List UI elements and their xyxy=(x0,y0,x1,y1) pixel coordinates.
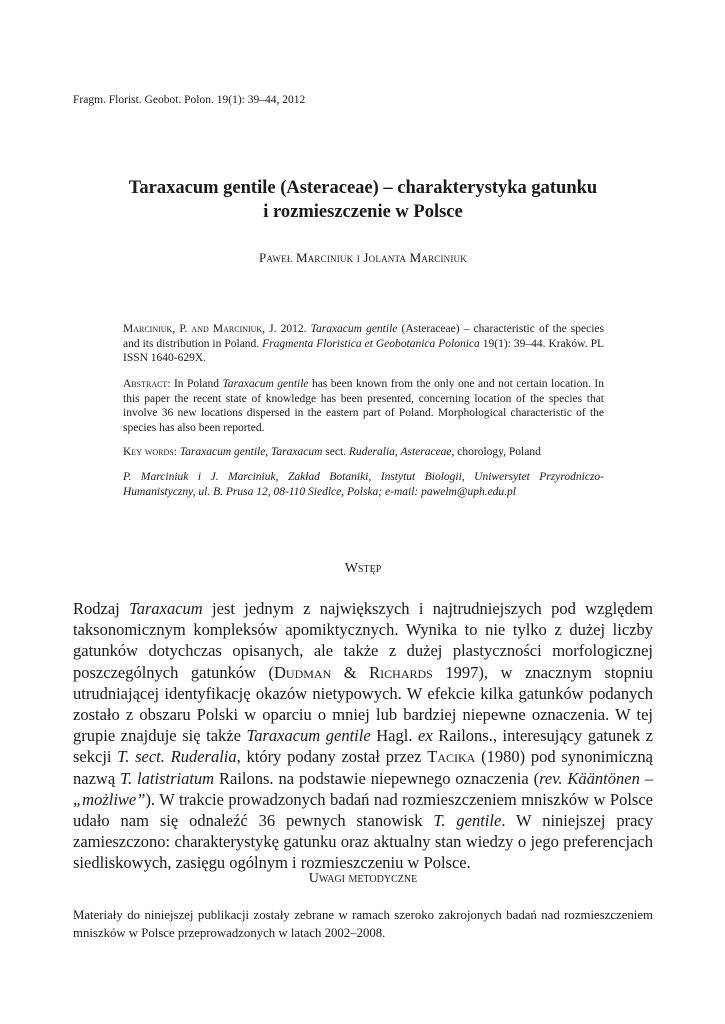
intro-text-q: ). W trakcie prowadzonych badań nad rozmieszczeniem mniszków w Polsce udało nam się odnaleźć 36 pewnych stanowisk xyxy=(73,789,653,831)
intro-ref-dudman: Dudman & Richards xyxy=(274,662,433,682)
intro-text-g: Hagl. xyxy=(370,726,419,746)
intro-italic-r: T. gentile xyxy=(433,811,502,831)
citation-text-2: 19(1): 39–44. Kraków. PL ISSN 1640-629X. xyxy=(123,337,605,364)
citation-authors: Marciniuk, P. and Marciniuk, J. xyxy=(123,323,277,335)
citation xyxy=(123,322,604,366)
citation-year: 2012. xyxy=(276,323,311,335)
abstract-text-pre: In Poland xyxy=(170,378,223,390)
citation-journal: Fragmenta Floristica et Geobotanica Polonica xyxy=(262,337,480,350)
intro-text-m: (1980) pod synonimiczną nazwą xyxy=(73,747,653,788)
abstract xyxy=(123,377,604,435)
intro-text-o: Railons. na podstawie niepewnego oznaczenia ( xyxy=(214,768,540,788)
intro-italic-n: T. latistriatum xyxy=(120,768,215,788)
abstract-species: Taraxacum gentile xyxy=(222,378,309,390)
keywords-plain-1: sect. xyxy=(322,446,349,458)
author-address: P. Marciniuk i J. Marciniuk, Zakład Botaniki, Instytut Biologii, Uniwersytet Przyrodniczo-Humanistyczny, ul. B. Prusa 12, 08-110 Siedlce, Polska; e-mail: pawelm@uph.edu.pl xyxy=(123,471,604,498)
author-names: Paweł Marciniuk i Jolanta Marciniuk xyxy=(259,250,467,265)
intro-text-a: Rodzaj xyxy=(73,599,130,618)
abstract-label: Abstract: xyxy=(123,378,171,390)
title-line-2: i rozmieszczenie w Polsce xyxy=(263,202,463,222)
intro-italic-h: ex xyxy=(418,726,433,746)
methods-paragraph: Materiały do niniejszej publikacji zostały zebrane w ramach szeroko zakrojonych badań nad rozmieszczeniem mniszków w Polsce przeprowadzonych w latach 2002–2008. xyxy=(73,908,653,940)
intro-text-k: , który podany został przez xyxy=(236,747,428,767)
keywords-label: Key words: xyxy=(123,446,177,458)
section-heading-wstep: Wstęp xyxy=(344,561,382,576)
intro-text-e: 1997), w znacznym stopniu utrudniającej identyfikację okazów nietypowych. W efekcie kilka gatunków podanych zostało z obszaru Polski w oparciu o mniej lub bardziej niepewne oznaczenia. W tej grupie znajduje się także xyxy=(73,662,653,746)
intro-text-c: jest jednym z największych i najtrudniejszych pod względem taksonomicznym kompleksów apomiktycznych. Wynika to nie tylko z dużej liczby gatunków dotychczas opisanych, ale także z dużej plastyczności morfologicznej poszczególnych gatunków ( xyxy=(73,599,653,682)
journal-header: Fragm. Florist. Geobot. Polon. 19(1): 39–44, 2012 xyxy=(73,94,306,106)
article-title xyxy=(73,176,653,224)
intro-italic-f: Taraxacum gentile xyxy=(246,726,371,746)
citation-species: Taraxacum gentile xyxy=(310,323,398,335)
title-line-1: Taraxacum gentile (Asteraceae) – charakterystyka gatunku xyxy=(128,178,598,198)
keywords-italic-1: Taraxacum gentile, Taraxacum xyxy=(176,446,323,458)
intro-text-i: Railons., interesujący gatunek z sekcji xyxy=(73,726,653,767)
intro-italic-j: T. sect. Ruderalia xyxy=(117,747,237,767)
intro-italic-b: Taraxacum xyxy=(129,599,203,618)
keywords-plain-2: , chorology, Poland xyxy=(451,446,541,458)
intro-text-s: . W niniejszej pracy zamieszczono: charakterystykę gatunku oraz aktualny stan wiedzy o jego preferencjach siedliskowych, zasięgu ogólnym i rozmieszczeniu w Polsce. xyxy=(73,811,653,873)
keywords-italic-2: Ruderalia, Asteraceae xyxy=(348,446,452,458)
citation-text-1: (Asteraceae) – characteristic of the species and its distribution in Poland. xyxy=(123,323,604,350)
section-heading-uwagi: Uwagi metodyczne xyxy=(308,871,418,886)
keywords xyxy=(123,445,604,460)
abstract-text: has been known from the only one and not certain location. In this paper the recent state of knowledge has been presented, concerning location of the species that involve 36 new locations dispersed in the eastern part of Poland. Morphological characteristic of the species has also been reported. xyxy=(123,378,604,434)
intro-italic-p: rev. Kääntönen – „możliwe” xyxy=(73,768,653,809)
intro-ref-tacika: Tacika xyxy=(427,747,476,767)
intro-paragraph xyxy=(73,598,653,874)
